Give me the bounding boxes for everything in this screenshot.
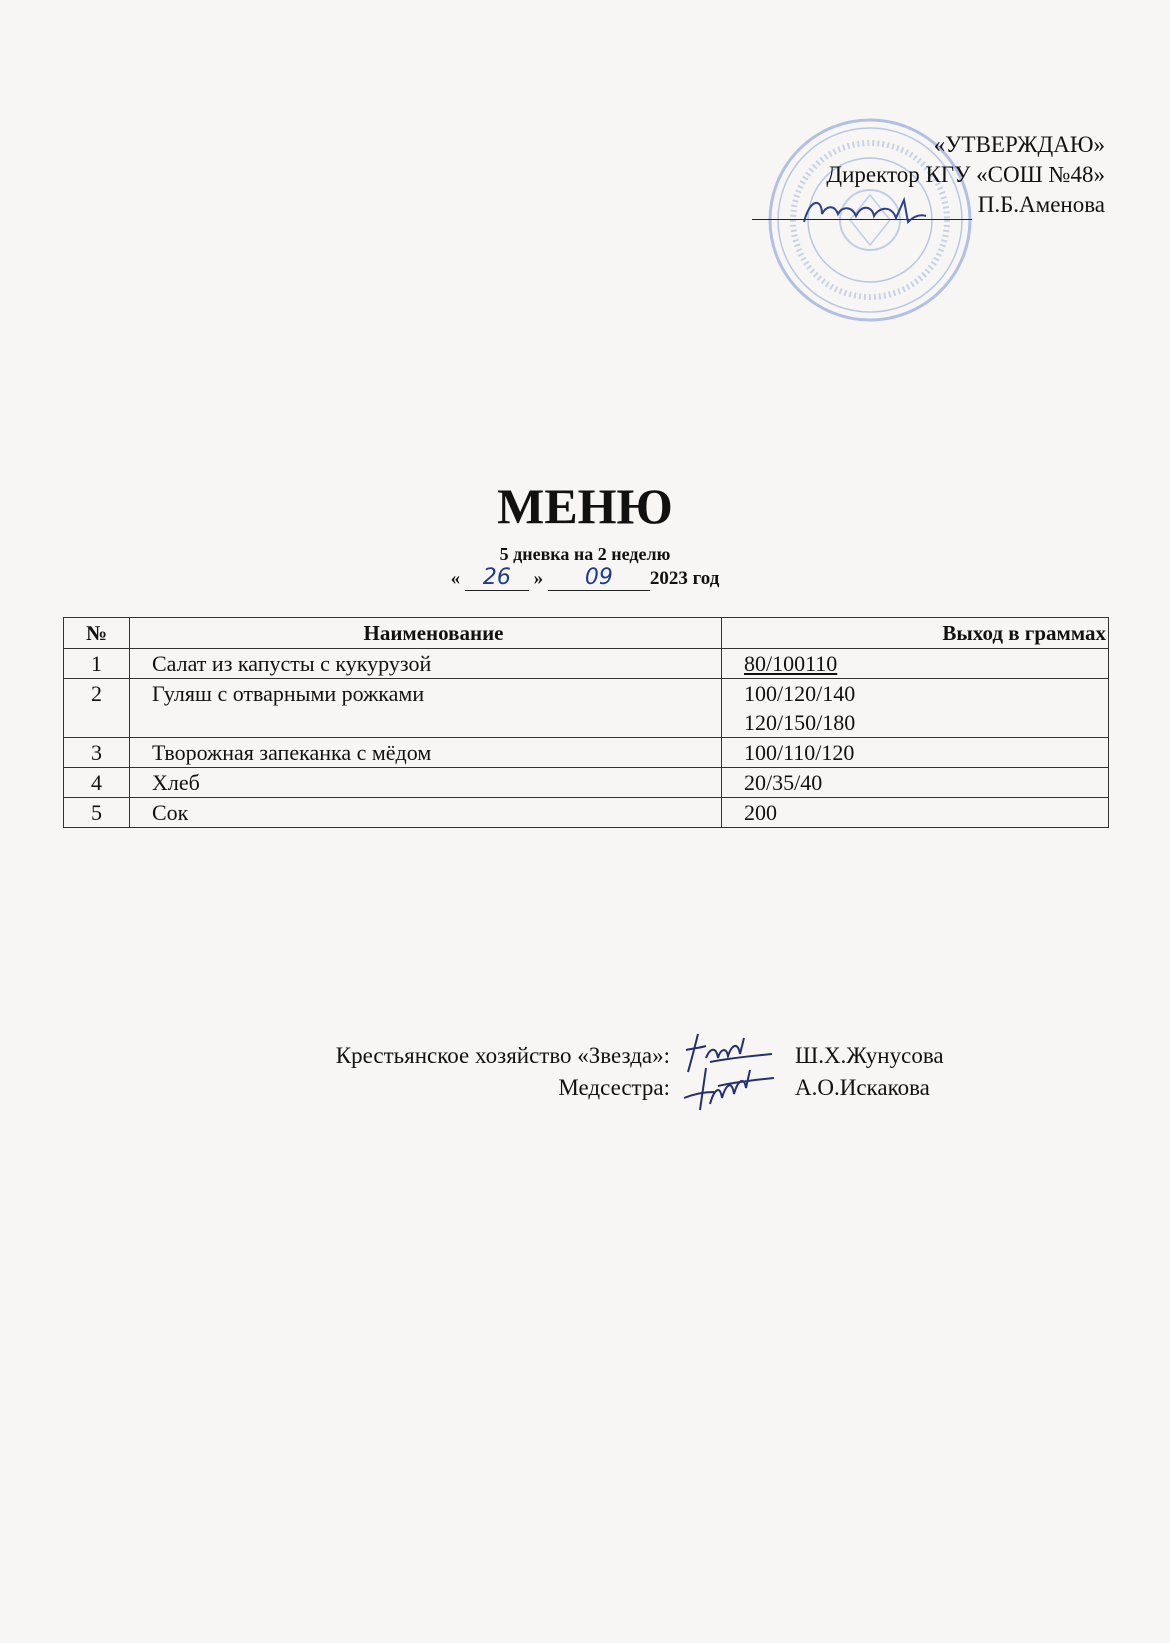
header-yield: Выход в граммах <box>722 618 1109 649</box>
row-yield <box>722 798 1109 828</box>
yield-value: 100/120/140 <box>744 681 856 706</box>
row-name: Творожная запеканка с мёдом <box>130 738 722 768</box>
signoff-name: А.О.Искакова <box>795 1075 930 1100</box>
row-name: Гуляш с отварными рожками <box>130 679 722 738</box>
row-number: 3 <box>64 738 130 768</box>
director-signature <box>800 192 930 232</box>
date-day: 26 <box>465 566 529 591</box>
menu-table <box>63 617 1109 828</box>
signoff-row-nurse <box>0 1072 1170 1104</box>
table-row <box>64 649 1109 679</box>
table-row <box>64 738 1109 768</box>
document-subtitle: 5 дневка на 2 неделю <box>499 544 671 564</box>
nurse-signature <box>680 1062 780 1112</box>
row-name: Салат из капусты с кукурузой <box>130 649 722 679</box>
yield-value: 80/100110 <box>744 651 838 676</box>
row-yield <box>722 649 1109 679</box>
date-open-quote: « <box>450 568 461 589</box>
signoff-name: Ш.Х.Жунусова <box>795 1043 944 1068</box>
row-yield <box>722 679 1109 738</box>
table-row <box>64 798 1109 828</box>
header-number: № <box>64 618 130 649</box>
row-number: 2 <box>64 679 130 738</box>
yield-value: 100/110/120 <box>744 740 855 765</box>
date-year: 2023 год <box>649 568 720 589</box>
row-number: 5 <box>64 798 130 828</box>
row-yield <box>722 768 1109 798</box>
document-title: МЕНЮ <box>497 478 673 534</box>
table-header-row <box>64 618 1109 649</box>
yield-value: 20/35/40 <box>744 770 823 795</box>
approval-name: П.Б.Аменова <box>977 192 1105 217</box>
signoff-row-farm <box>0 1040 1170 1072</box>
header-name: Наименование <box>130 618 722 649</box>
row-name: Сок <box>130 798 722 828</box>
approval-heading: «УТВЕРЖДАЮ» <box>933 132 1105 157</box>
date-line <box>0 566 1170 592</box>
table-row <box>64 679 1109 738</box>
row-number: 4 <box>64 768 130 798</box>
signoff-label: Медсестра: <box>558 1075 670 1100</box>
row-yield <box>722 738 1109 768</box>
row-name: Хлеб <box>130 768 722 798</box>
signoff-label: Крестьянское хозяйство «Звезда»: <box>335 1043 670 1068</box>
date-month: 09 <box>548 566 650 591</box>
row-number: 1 <box>64 649 130 679</box>
approval-position: Директор КГУ «СОШ №48» <box>826 162 1105 187</box>
yield-value: 200 <box>744 800 777 825</box>
table-row <box>64 768 1109 798</box>
yield-value: 120/150/180 <box>744 710 856 735</box>
date-close-quote: » <box>533 568 544 589</box>
